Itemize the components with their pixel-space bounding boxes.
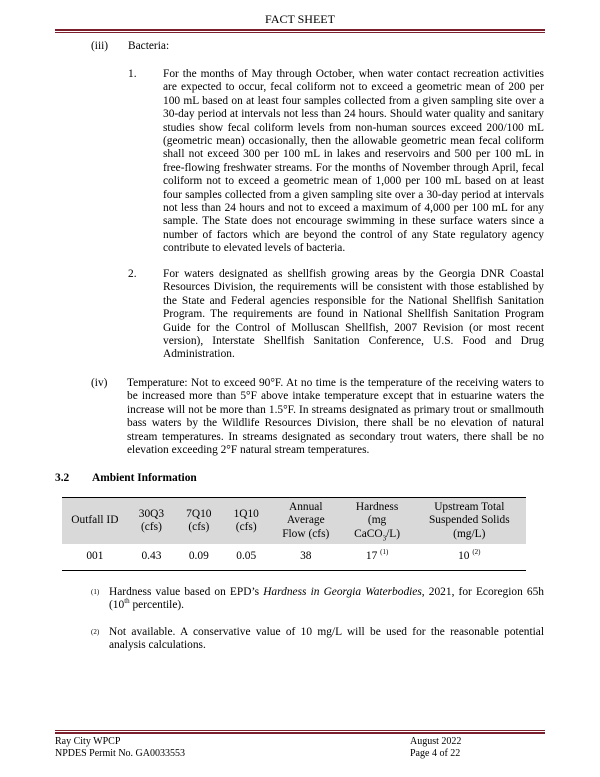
header-annual-average-flow: Annual Average Flow (cfs) <box>270 498 342 545</box>
header-outfall-id: Outfall ID <box>62 498 128 545</box>
footer-facility-name: Ray City WPCP <box>55 736 121 747</box>
header-hardness: Hardness (mg CaCO$_3$/L) <box>342 498 413 545</box>
header-upstream-tss: Upstream Total Suspended Solids (mg/L) <box>413 498 526 545</box>
footer-page-number: Page 4 of 22 <box>410 748 461 759</box>
temperature-paragraph: Temperature: Not to exceed 90°F. At no time is the temperature of the receiving waters to be increased more than 5°F above intake temperature except that in estuarine waters the increase will not be more than 1.5°F. In streams designated as primary trout or smallmouth bass waters by the Wildlife Resources Division, there shall be no elevation of natural stream temperatures. In streams designated as secondary trout waters, there shall be no elevation exceeding 2°F natural stream temperatures. <box>127 377 544 457</box>
section-number: 3.2 <box>55 472 70 484</box>
list-item-number: 1. <box>128 68 137 80</box>
cell-1q10: 0.05 <box>223 544 270 571</box>
footnote-marker: (1) <box>91 588 100 596</box>
cell-7q10: 0.09 <box>175 544 222 571</box>
section-iii-label: (iii) <box>91 40 109 52</box>
header-1q10: 1Q10 (cfs) <box>223 498 270 545</box>
header-7q10: 7Q10 (cfs) <box>175 498 222 545</box>
cell-hardness: 17 $^{(1)}$ <box>342 544 413 571</box>
footnote-marker: (2) <box>91 628 100 636</box>
footer-date: August 2022 <box>410 736 462 747</box>
footer-rule <box>55 732 545 734</box>
cell-outfall-id: 001 <box>62 544 128 571</box>
header-rule <box>55 29 545 31</box>
page-header-title: FACT SHEET <box>265 12 335 26</box>
header-30q3: 30Q3 (cfs) <box>128 498 175 545</box>
table-row <box>62 544 526 571</box>
cell-30q3: 0.43 <box>128 544 175 571</box>
section-iii-title: Bacteria: <box>128 40 170 52</box>
bacteria-paragraph-2: For waters designated as shellfish growing areas by the Georgia DNR Coastal Resources Division, the requirements will be consistent with those established by the State and Federal agencies responsible for the National Shellfish Sanitation Program. The requirements are found in National Shellfish Sanitation Program Guide for the Control of Molluscan Shellfish, 2007 Revision (or most recent version), Interstate Shellfish Sanitation Conference, U.S. Food and Drug Administration. <box>163 268 544 361</box>
cell-annual-average-flow: 38 <box>270 544 342 571</box>
footer-rule-thin <box>55 730 545 731</box>
table-header-row <box>62 498 526 545</box>
bacteria-paragraph-1: For the months of May through October, when water contact recreation activities are expected to occur, fecal coliform not to exceed a geometric mean of 200 per 100 mL based on at least four samples collected from a given sampling site over a 30-day period at intervals not less than 24 hours. Should water quality and sanitary studies show fecal coliform levels from non-human sources exceed 200/100 mL (geometric mean) occasionally, then the allowable geometric mean fecal coliform shall not exceed 300 per 100 mL in lakes and reservoirs and 500 per 100 mL in free-flowing freshwater streams. For the months of November through April, fecal coliform not to exceed a geometric mean of 1,000 per 100 mL based on at least four samples collected from a given sampling site over a 30-day period at intervals not less than 24 hours and not to exceed a maximum of 4,000 per 100 mL for any sample. The State does not encourage swimming in these surface waters since a number of factors which are beyond the control of any State regulatory agency contribute to elevated levels of bacteria. <box>163 68 544 255</box>
section-iv-label: (iv) <box>91 377 108 389</box>
cell-upstream-tss: 10 $^{(2)}$ <box>413 544 526 571</box>
footer-permit-number: NPDES Permit No. GA0033553 <box>55 748 186 759</box>
ambient-information-table <box>62 497 526 571</box>
section-title: Ambient Information <box>92 472 197 484</box>
footnote-1: Hardness value based on EPD’s Hardness in Georgia Waterbodies, 2021, for Ecoregion 65h (10th percentile). <box>109 586 545 612</box>
list-item-number: 2. <box>128 268 137 280</box>
header-rule-thin <box>55 32 545 33</box>
footnote-2: Not available. A conservative value of 10 mg/L will be used for the reasonable potential analysis calculations. <box>109 626 544 652</box>
